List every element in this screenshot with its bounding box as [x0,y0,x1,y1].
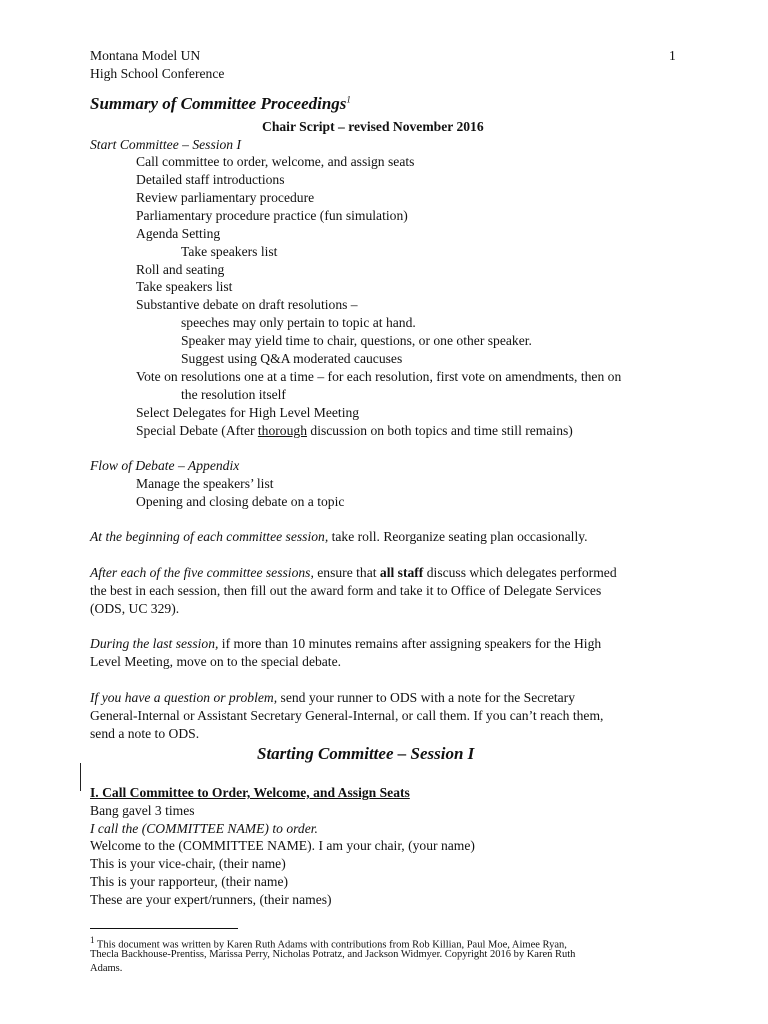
footnote-line: Adams. [90,963,123,974]
note-text: take roll. Reorganize seating plan occasionally. [328,529,588,544]
footnote-text: This document was written by Karen Ruth Adams with contributions from Rob Killian, Paul Moe, Aimee Ryan, [94,939,567,951]
note-text: discuss which delegates performed [423,565,617,580]
special-debate-text: discussion on both topics and time still remains) [307,423,573,438]
list-subitem: Suggest using Q&A moderated caucuses [181,351,403,366]
page-number: 1 [669,48,676,63]
list-item: Agenda Setting [136,226,221,241]
note-text: ensure that [313,565,380,580]
note-lead: After each of the five committee sessions, [90,565,314,580]
note-text: (ODS, UC 329). [90,601,180,616]
document-title-text: Summary of Committee Proceedings [90,94,347,113]
list-item: Substantive debate on draft resolutions – [136,297,358,312]
special-debate-text: Special Debate (After [136,423,258,438]
script-line: Welcome to the (COMMITTEE NAME). I am your chair, (your name) [90,838,475,853]
text-cursor [80,763,81,791]
note-lead: During the last session, [90,636,219,651]
note-last-session [90,635,601,653]
list-item: Detailed staff introductions [136,172,285,187]
note-text: Level Meeting, move on to the special debate. [90,654,342,669]
start-session-heading: Start Committee – Session I [90,137,242,152]
header-conference: High School Conference [90,66,225,81]
script-line: This is your vice-chair, (their name) [90,856,286,871]
list-item: Take speakers list [136,279,233,294]
note-text: if more than 10 minutes remains after assigning speakers for the High [218,636,602,651]
title-footnote-mark: 1 [346,94,351,105]
special-debate-emphasis: thorough [257,423,307,438]
list-item-special-debate [136,422,573,440]
list-subitem: Speaker may yield time to chair, questions, or one other speaker. [181,333,532,348]
note-lead: At the beginning of each committee session, [90,529,329,544]
list-item: Manage the speakers’ list [136,476,274,491]
note-after-each [90,564,617,582]
list-item: Review parliamentary procedure [136,190,315,205]
list-item-continuation: the resolution itself [181,387,286,402]
list-item: Vote on resolutions one at a time – for each resolution, first vote on amendments, then on [136,369,622,384]
list-item: Call committee to order, welcome, and assign seats [136,154,415,169]
list-item: Roll and seating [136,262,225,277]
footnote-separator [90,928,238,929]
script-line: This is your rapporteur, (their name) [90,874,289,889]
document-title [90,94,351,114]
note-text: the best in each session, then fill out the award form and take it to Office of Delegate Services [90,583,602,598]
flow-of-debate-heading: Flow of Debate – Appendix [90,458,240,473]
list-subitem: Take speakers list [181,244,278,259]
note-text: send a note to ODS. [90,726,200,741]
note-text: send your runner to ODS with a note for the Secretary [277,690,575,705]
footnote-mark: 1 [90,935,95,945]
note-question [90,689,575,707]
list-item: Select Delegates for High Level Meeting [136,405,360,420]
script-line: These are your expert/runners, (their names) [90,892,332,907]
footnote-line: Thecla Backhouse-Prentiss, Marissa Perry, Nicholas Potratz, and Jackson Widmyer. Copyright 2016 by Karen Ruth [90,949,576,960]
note-text: General-Internal or Assistant Secretary General-Internal, or call them. If you can’t reach them, [90,708,604,723]
list-item: Opening and closing debate on a topic [136,494,345,509]
note-bold: all staff [379,565,424,580]
note-beginning [90,528,588,546]
list-subitem: speeches may only pertain to topic at hand. [181,315,416,330]
document-subtitle: Chair Script – revised November 2016 [262,119,484,134]
script-line: I call the (COMMITTEE NAME) to order. [90,821,318,836]
list-item: Parliamentary procedure practice (fun simulation) [136,208,408,223]
section-heading: Starting Committee – Session I [257,744,475,763]
header-org: Montana Model UN [90,48,201,63]
section-one-heading: I. Call Committee to Order, Welcome, and Assign Seats [90,785,410,800]
script-line: Bang gavel 3 times [90,803,195,818]
note-lead: If you have a question or problem, [90,690,278,705]
